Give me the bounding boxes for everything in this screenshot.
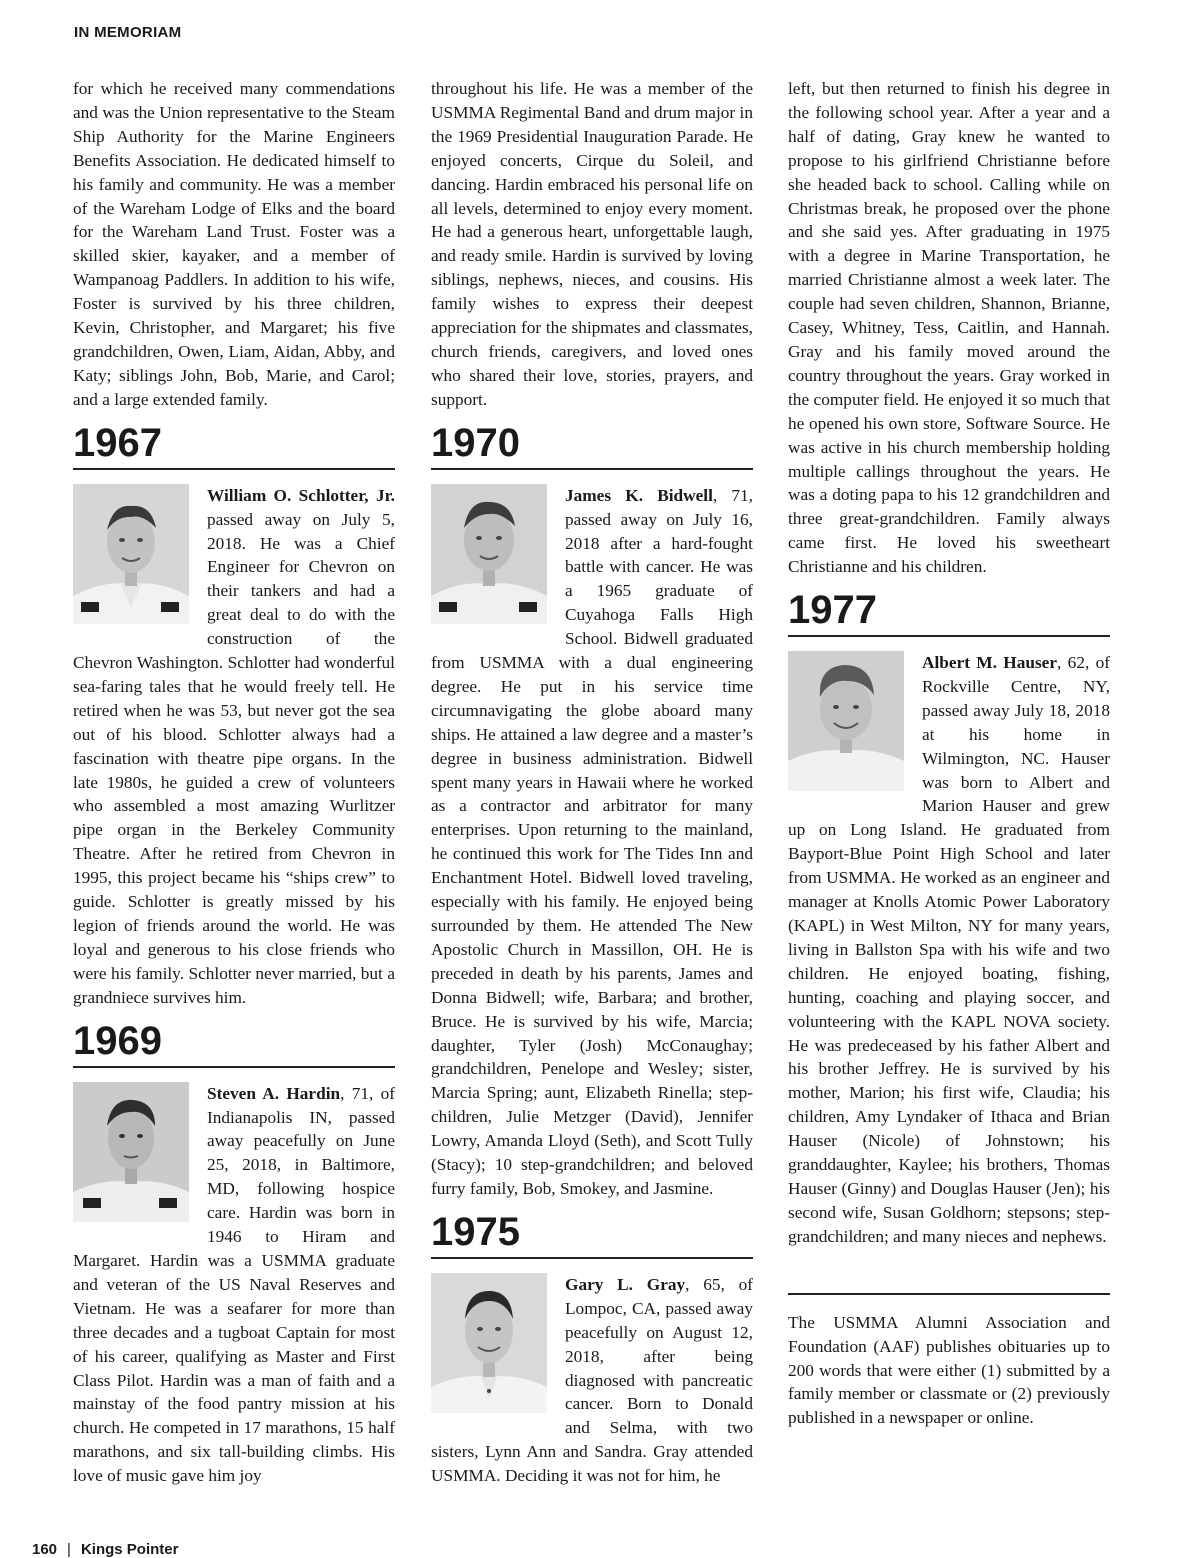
deceased-name: William O. Schlotter, Jr. — [207, 485, 395, 505]
deceased-name: Steven A. Hardin — [207, 1083, 341, 1103]
obituary-text: , 62, of Rockville Centre, NY, passed away July 18, 2018 at his home in Wilmington, NC. Hauser was born to Albert and Marion Hauser and grew up on Long Island. He graduated from Bayport-Blue Point High School and later from USMMA. He worked as an engineer and manager at Knolls Atomic Power Laboratory (KAPL) in West Milton, NY for many years, living in Ballston Spa with his wife and two children. He enjoyed boating, fishing, hunting, coaching and playing soccer, and volunteering with the KAPL NOVA society. He was predeceased by his father Albert and his brother Jeffrey. He is survived by his mother, Marion; his first wife, Claudia; his children, Amy Lyndaker of Ithaca and Brian Hauser (Nicole) of Johnstown; his granddaughter, Kaylee; his brothers, Thomas Hauser (Ginny) and Douglas Hauser (Jen); his second wife, Susan Goldhorn; stepsons; step-grandchildren; and many nieces and nephews. — [788, 653, 1110, 1246]
column-2 — [431, 77, 753, 1488]
obituary-continuation: left, but then returned to finish his degree in the following school year. After a year and a half of dating, Gray knew he wanted to propose to his girlfriend Christianne before she headed back to school. Calling while on Christmas break, he proposed over the phone and she said yes. After graduating in 1975 with a degree in Marine Transportation, he married Christianne almost a week later. The couple had seven children, Shannon, Brianne, Casey, Whitney, Tess, Caitlin, and Hannah. Gray and his family moved around the country throughout the years. Gray worked in the computer field. He enjoyed it so much that he opened his own store, Software Source. He was active in his church membership holding multiple callings throughout the years. He was a doting papa to his 12 grandchildren and three great-grandchildren. Family always came first. He loved his sweetheart Christianne and his children. — [788, 79, 1110, 577]
publication-name: Kings Pointer — [80, 1541, 179, 1558]
portrait-photo — [73, 484, 189, 624]
obituary-continuation: for which he received many commendations and was the Union representative to the Steam Ship Authority for the Marine Engineers Benefits Association. He dedicated himself to his family and community. He was a member of the Wareham Lodge of Elks and the board for the Wareham Land Trust. Foster was a skilled skier, kayaker, and a member of Wampanoag Paddlers. In addition to his wife, Foster is survived by his three children, Kevin, Christopher, and Margaret; his five grandchildren, Owen, Liam, Aidan, Abby, and Katy; siblings John, Bob, Marie, and Carol; and a large extended family. — [73, 79, 395, 409]
section-label: IN MEMORIAM — [74, 24, 182, 41]
column-3 — [788, 77, 1110, 1430]
class-year-heading: 1977 — [788, 579, 1110, 637]
deceased-name: Gary L. Gray — [565, 1274, 686, 1294]
notice-text: The USMMA Alumni Association and Foundation (AAF) publishes obituaries up to 200 words that were either (1) submitted by a family member or classmate or (2) previously published in a newspaper or online. — [788, 1312, 1110, 1428]
deceased-name: Albert M. Hauser — [922, 653, 1058, 673]
obituary-text: passed away on July 5, 2018. He was a Chief Engineer for Chevron on their tankers and had a great deal to do with the construction of the Chevron Washington. Schlotter had wonderful sea-faring tales that he would freely tell. He retired when he was 53, but never got the sea out of his blood. Schlotter always had a fascination with theatre pipe organs. In the late 1980s, he guided a crew of volunteers who assembled a most amazing Wurlitzer pipe organ in the Berkeley Community Theatre. After he retired from Chevron in 1995, this project became his “ships crew” to guide. Schlotter is greatly missed by his legion of friends around the world. He was loyal and generous to his close friends who were his family. Schlotter never married, but a grandniece survives him. — [73, 509, 395, 1007]
page-footer — [32, 1541, 178, 1558]
obituary-text: , 65, of Lompoc, CA, passed away peacefully on August 12, 2018, after being diagnosed with pancreatic cancer. Born to Donald and Selma, with two sisters, Lynn Ann and Sandra. Gray attended USMMA. Deciding it was not for him, he — [431, 1274, 753, 1486]
portrait-photo — [73, 1082, 189, 1222]
class-year-heading: 1975 — [431, 1201, 753, 1259]
deceased-name: James K. Bidwell — [565, 485, 713, 505]
class-year-heading: 1967 — [73, 412, 395, 470]
class-year-heading: 1969 — [73, 1010, 395, 1068]
portrait-photo — [788, 651, 904, 791]
portrait-photo — [431, 1273, 547, 1413]
obituary-text: , 71, passed away on July 16, 2018 after a hard-fought battle with cancer. He was a 1965 graduate of Cuyahoga Falls High School. Bidwell graduated from USMMA with a dual engineering degree. He put in his service time circumnavigating the globe aboard many ships. He attained a law degree and a master’s degree in business administration. Bidwell spent many years in Hawaii where he worked as a contractor and arbitrator for many enterprises. Upon returning to the mainland, he continued this work for The Tides Inn and Enchantment Hotel. Bidwell loved traveling, especially with his family. He enjoyed being surrounded by them. He attended The New Apostolic Church in Massillon, OH. He is preceded in death by his parents, James and Donna Bidwell; wife, Barbara; and brother, Bruce. He is survived by his wife, Marcia; daughter, Tyler (Josh) McConaughay; grandchildren, Penelope and Wesley; sister, Marcia Spring; aunt, Elizabeth Rinella; step-children, Julie Metzger (David), Jennifer Lowry, Amanda Lloyd (Seth), and Scott Tully (Stacy); 10 step-grandchildren; and beloved furry family, Bob, Smokey, and Jasmine. — [431, 485, 753, 1198]
obituary-continuation: throughout his life. He was a member of the USMMA Regimental Band and drum major in the 1969 Presidential Inauguration Parade. He enjoyed concerts, Cirque du Soleil, and dancing. Hardin embraced his personal life on all levels, determined to enjoy every moment. He had a generous heart, unforgettable laugh, and ready smile. Hardin is survived by loving siblings, nephews, nieces, and cousins. His family wishes to express their deepest appreciation for the shipmates and classmates, church friends, caregivers, and loved ones who shared their love, stories, prayers, and support. — [431, 79, 753, 409]
obituary-policy-notice — [788, 1293, 1110, 1431]
obituary-text: , 71, of Indianapolis IN, passed away peacefully on June 25, 2018, in Baltimore, MD, following hospice care. Hardin was born in 1946 to Hiram and Margaret. Hardin was a USMMA graduate and veteran of the US Naval Reserves and Vietnam. He was a seafarer for more than three decades and a tugboat Captain for most of his career, qualifying as Master and First Class Pilot. Hardin was a man of faith and a mainstay of the food pantry mission at his church. He competed in 17 marathons, 15 half marathons, and six tall-building climbs. His love of music gave him joy — [73, 1083, 395, 1486]
portrait-photo — [431, 484, 547, 624]
class-year-heading: 1970 — [431, 412, 753, 470]
footer-separator: | — [67, 1541, 71, 1558]
column-1 — [73, 77, 395, 1488]
page-number: 160 — [32, 1541, 58, 1558]
